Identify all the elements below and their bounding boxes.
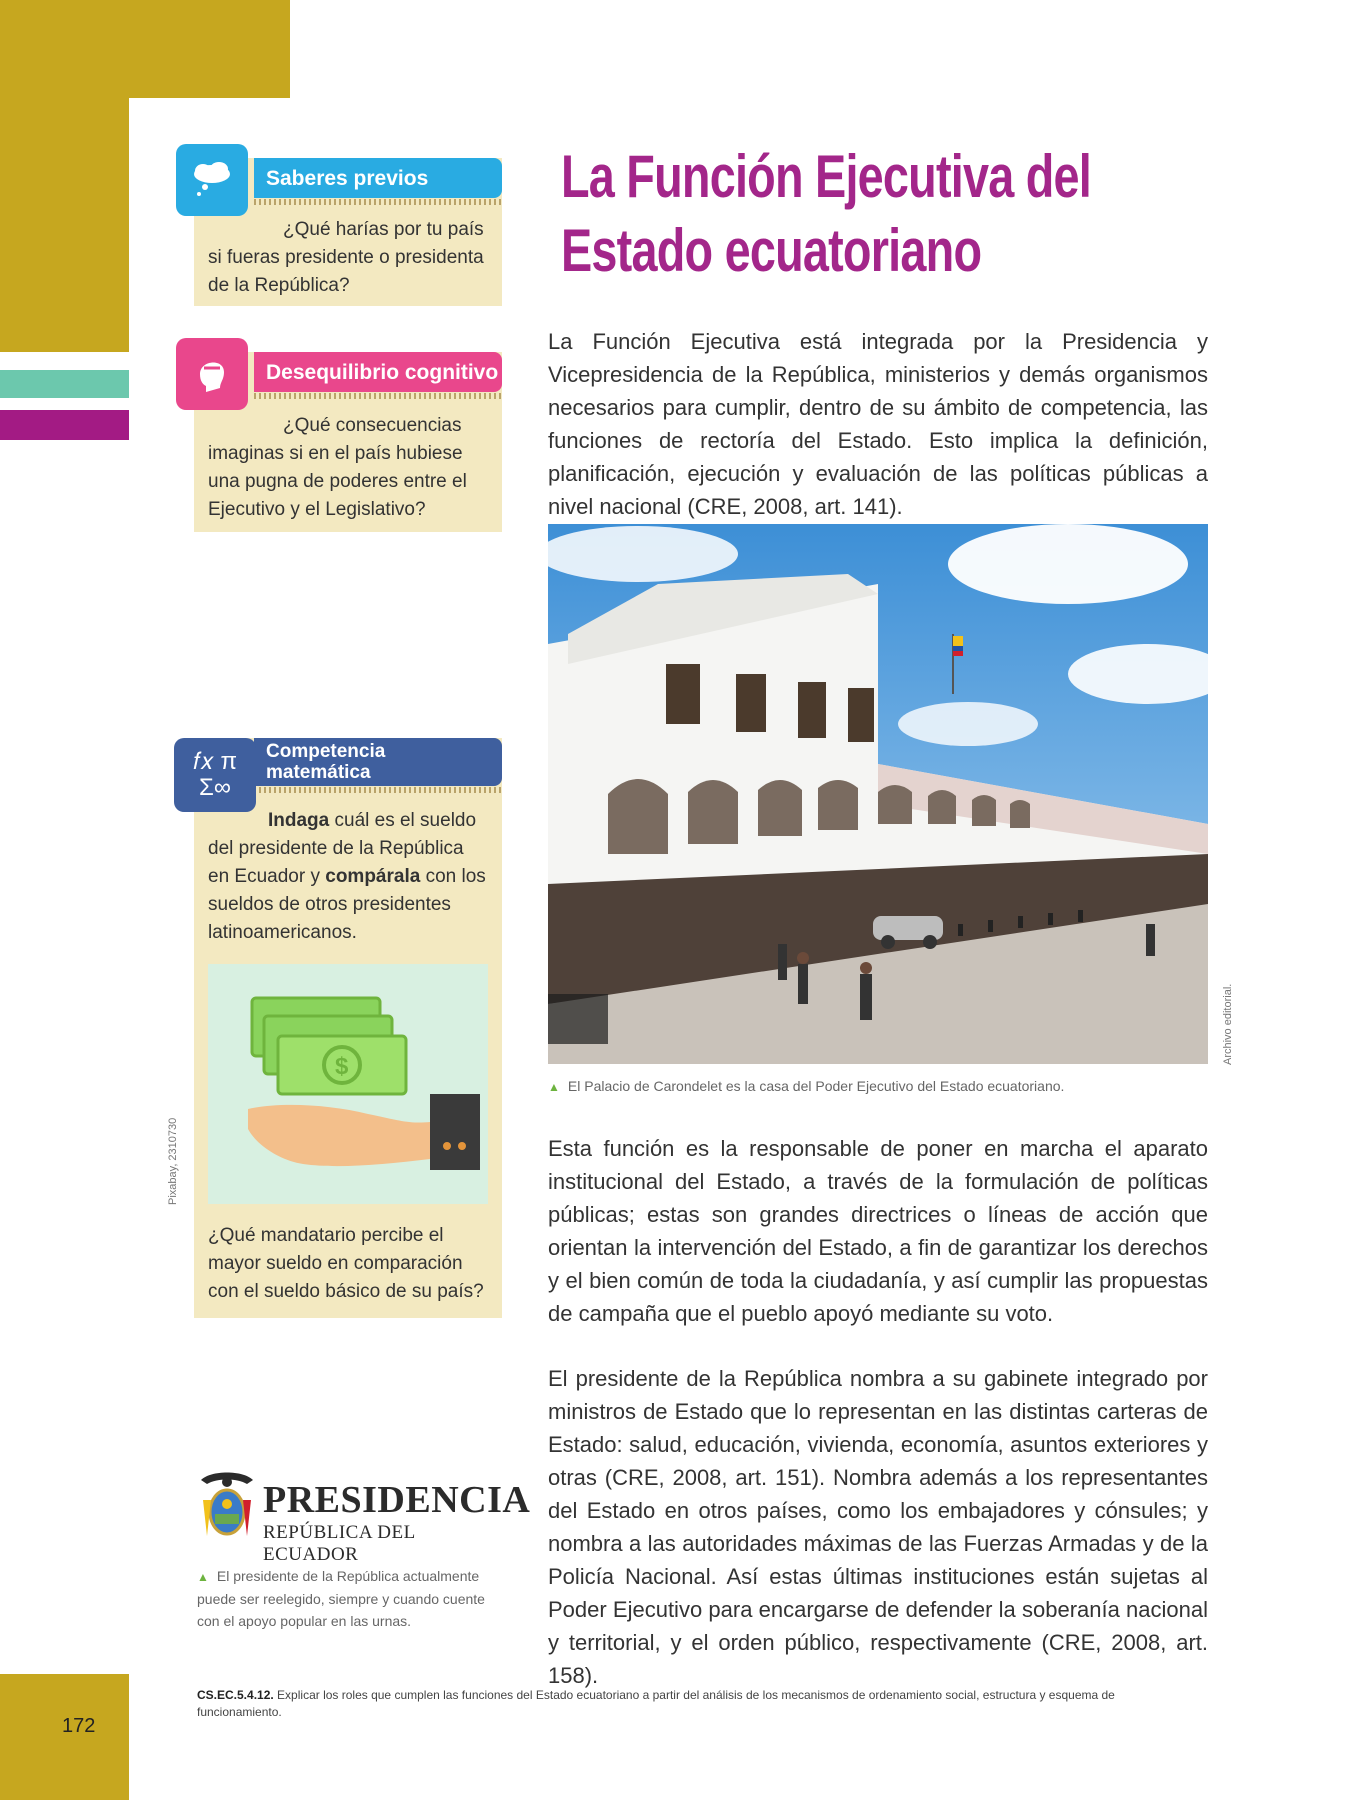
money-hand-illustration [208, 964, 488, 1204]
magenta-stripe [0, 410, 129, 440]
gold-corner-band [0, 0, 290, 98]
saberes-previos-text: ¿Qué harías por tu país si fueras presidente o presidenta de la República? [208, 219, 484, 296]
desequilibrio-cognitivo-heading: Desequilibrio cognitivo [254, 352, 502, 392]
page-number: 172 [62, 1715, 96, 1737]
competencia-heading-line1: Competencia [266, 741, 386, 762]
instruction-part1: cuál es el sueldo del presidente de la República en Ecuador y [208, 810, 477, 887]
gold-side-band [0, 98, 129, 352]
math-symbols-icon: 𝑓𝑥 π Σ∞ [174, 738, 256, 812]
desequilibrio-cognitivo-text: ¿Qué consecuencias imaginas si en el país hubiese una pugna de poderes entre el Ejecutivo y el Legislativo? [208, 415, 467, 520]
page-title: La Función Ejecutiva del Estado ecuatoriano [561, 143, 1091, 284]
illustration-credit: Pixabay, 2310730 [167, 1117, 179, 1205]
competencia-matematica-box [194, 738, 502, 1318]
paragraph-1: La Función Ejecutiva está integrada por la Presidencia y Vicepresidencia de la República, ministerios y demás organismos necesarios para cumplir, dentro de su ámbito de competencia, las funciones de rectoría del Estado. Esto implica la definición, planificación, ejecución y evaluación de las políticas públicas a nivel nacional (CRE, 2008, art. 141). [548, 329, 1208, 519]
presidencia-logo [197, 1470, 531, 1565]
svg-text:$: $ [335, 1053, 349, 1080]
competencia-question: ¿Qué mandatario percibe el mayor sueldo en comparación con el sueldo básico de su país? [208, 1225, 484, 1302]
curriculum-footnote [197, 1687, 1197, 1721]
ecuador-coat-of-arms-icon [197, 1470, 257, 1546]
thought-cloud-icon [176, 144, 248, 216]
footnote-text: Explicar los roles que cumplen las funciones del Estado ecuatoriano a partir del análisis de los mecanismos de ordenamiento social, estructura y esquema de funcionamiento. [197, 1688, 1115, 1719]
caption-triangle-icon: ▲ [548, 1080, 560, 1094]
logo-caption [197, 1565, 507, 1632]
footnote-code: CS.EC.5.4.12. [197, 1688, 274, 1702]
competencia-heading-line2: matemática [266, 762, 371, 783]
verb-comparala: compárala [325, 866, 421, 887]
photo-credit: Archivo editorial. [1222, 983, 1234, 1065]
carondelet-photo [548, 524, 1208, 1064]
saberes-previos-heading: Saberes previos [254, 158, 502, 198]
teal-stripe [0, 370, 129, 398]
desequilibrio-cognitivo-box [194, 352, 502, 532]
instruction-part2: con los sueldos de otros presidentes latinoamericanos. [208, 866, 486, 943]
competencia-matematica-heading [254, 738, 502, 786]
head-icon [176, 338, 248, 410]
paragraph-2: Esta función es la responsable de poner en marcha el aparato institucional del Estado, a través de la formulación de políticas públicas; estas son grandes directrices o líneas de acción que orientan la intervención del Estado, a fin de garantizar los derechos y el bien común de toda la ciudadanía, y así cumplir las propuestas de campaña que el pueblo apoyó mediante su voto. [548, 1136, 1208, 1326]
saberes-previos-box [194, 158, 502, 306]
logo-wordmark: PRESIDENCIA [263, 1479, 531, 1521]
photo-caption-text: El Palacio de Carondelet es la casa del Poder Ejecutivo del Estado ecuatoriano. [567, 1078, 1065, 1094]
competencia-instruction [208, 807, 488, 947]
paragraph-3: El presidente de la República nombra a su gabinete integrado por ministros de Estado que lo representan en las distintas carteras de Estado: salud, educación, vivienda, economía, asuntos exteriores y otras (CRE, 2008, art. 151). Nombra además a los representantes del Estado en otros países, como los embajadores y cónsules; y nombra a las autoridades máximas de las Fuerzas Armadas y de la Policía Nacional. Así estas últimas instituciones están sujetas al Poder Ejecutivo para encargarse de defender la soberanía nacional y territorial, y el orden público, respectivamente (CRE, 2008, art. 158). [548, 1366, 1208, 1688]
logo-subtitle: REPÚBLICA DEL ECUADOR [263, 1522, 415, 1565]
verb-indaga: Indaga [268, 810, 330, 831]
logo-caption-text: El presidente de la República actualmente puede ser reelegido, siempre y cuando cuente con el apoyo popular en las urnas. [197, 1568, 485, 1629]
caption-triangle-icon: ▲ [197, 1570, 209, 1584]
photo-caption [548, 1075, 1064, 1098]
